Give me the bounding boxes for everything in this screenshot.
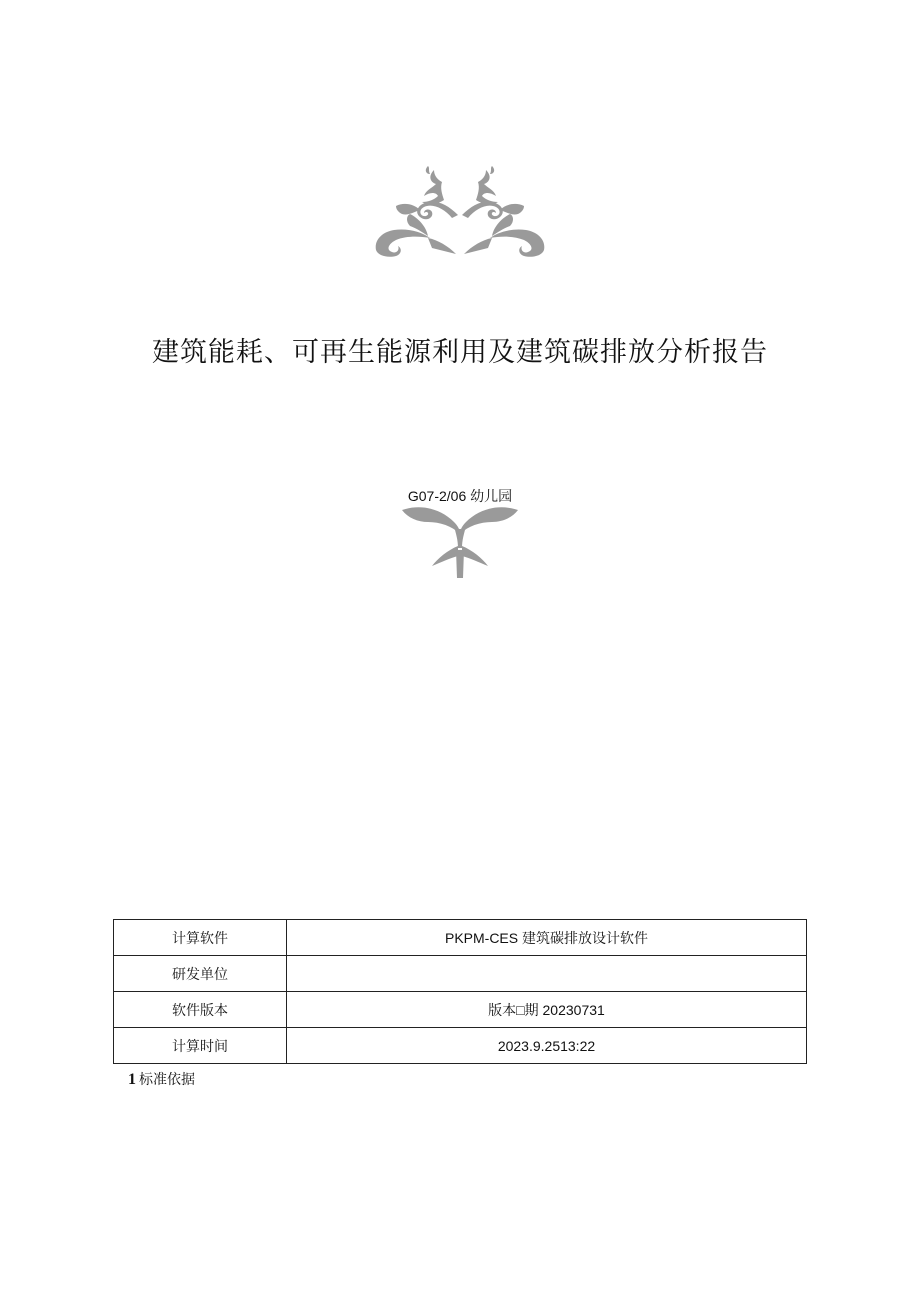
row-value: PKPM-CES 建筑碳排放设计软件	[287, 920, 807, 956]
table-row	[114, 920, 807, 956]
row-label: 软件版本	[114, 992, 287, 1028]
software-info-table	[113, 919, 807, 1064]
report-title: 建筑能耗、可再生能源利用及建筑碳排放分析报告	[152, 337, 768, 368]
floral-scroll-ornament-icon	[368, 160, 552, 260]
row-label: 计算软件	[114, 920, 287, 956]
row-value: 版本□期 20230731	[287, 992, 807, 1028]
table-row	[114, 1028, 807, 1064]
row-label: 研发单位	[114, 956, 287, 992]
row-label: 计算时间	[114, 1028, 287, 1064]
table-row	[114, 956, 807, 992]
row-value	[287, 956, 807, 992]
section-heading	[128, 1069, 195, 1089]
section-number: 1	[128, 1071, 136, 1088]
project-name: G07-2/06 幼儿园	[407, 488, 513, 504]
leaf-ornament-icon	[400, 500, 520, 580]
section-title: 标准依据	[139, 1073, 195, 1088]
table-row	[114, 992, 807, 1028]
row-value: 2023.9.2513:22	[287, 1028, 807, 1064]
